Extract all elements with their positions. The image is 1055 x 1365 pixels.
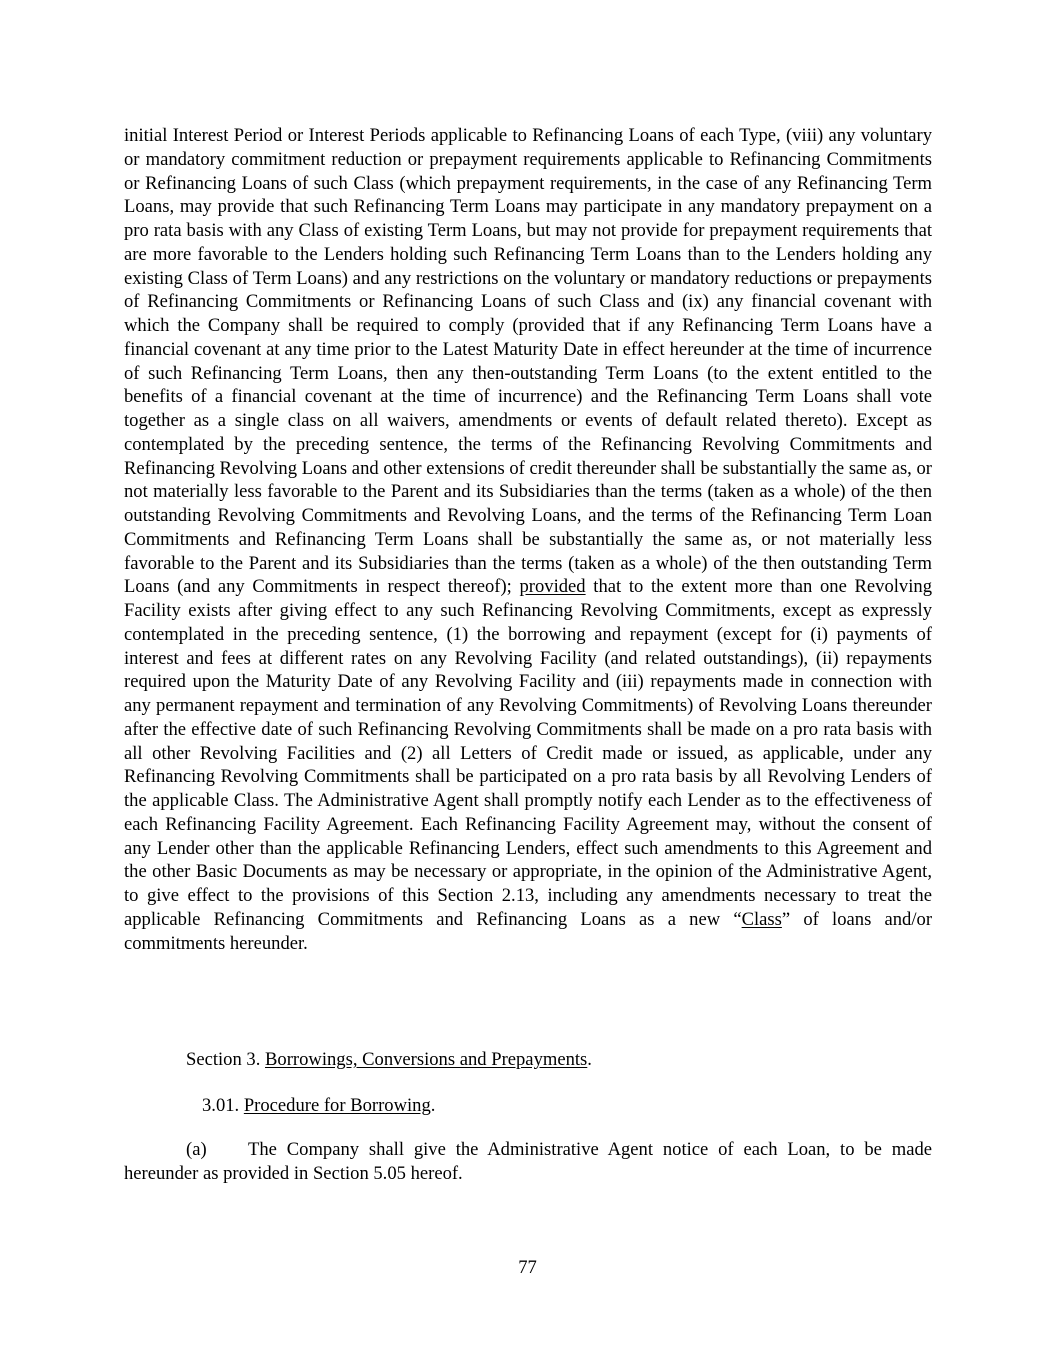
page-number: 77 xyxy=(518,1257,537,1278)
section-title: Borrowings, Conversions and Prepayments xyxy=(265,1049,588,1070)
subsection-suffix: . xyxy=(430,1095,436,1116)
body-paragraph xyxy=(124,124,932,955)
subsection-prefix: 3.01. xyxy=(202,1095,244,1116)
provided-term: provided xyxy=(519,576,586,598)
section-prefix: Section 3. xyxy=(186,1049,266,1070)
paragraph-a-label: (a) xyxy=(186,1139,207,1160)
section-heading xyxy=(186,1048,592,1072)
document-page xyxy=(124,124,932,955)
subsection-heading xyxy=(202,1094,435,1118)
subsection-title: Procedure for Borrowing xyxy=(243,1095,431,1116)
body-text-part-3: ” of loans and/or commitments hereunder. xyxy=(124,908,933,954)
paragraph-a xyxy=(124,1138,932,1186)
body-text-part-1: initial Interest Period or Interest Periods applicable to Refinancing Loans of each Type, (viii) any voluntary or mandatory commitment reduction or prepayment requirements applicable to Refinancing Commitments or Refinancing Loans of such Class (which prepayment requirements, in the case of any Refinancing Term Loans, may provide that such Refinancing Term Loans may participate in any mandatory prepayment on a pro rata basis with any Class of existing Term Loans, but may not provide for prepayment requirements that are more favorable to the Lenders holding such Refinancing Term Loans than to the Lenders holding any existing Class of Term Loans) and any restrictions on the voluntary or mandatory reductions or prepayments of Refinancing Commitments or Refinancing Loans of such Class and (ix) any financial covenant with which the Company shall be required to comply (provided that if any Refinancing Term Loans have a financial covenant at any time prior to the Latest Maturity Date in effect hereunder at the time of incurrence of such Refinancing Term Loans, then any then-outstanding Term Loans (to the extent entitled to the benefits of a financial covenant at the time of incurrence) and the Refinancing Term Loans shall vote together as a single class on all waivers, amendments or events of default related thereto). Except as contemplated by the preceding sentence, the terms of the Refinancing Revolving Commitments and Refinancing Revolving Loans and other extensions of credit thereunder shall be substantially the same as, or not materially less favorable to the Parent and its Subsidiaries than the terms (taken as a whole) of the then outstanding Revolving Commitments and Revolving Loans, and the terms of the Refinancing Term Loan Commitments and Refinancing Term Loans shall be substantially the same as, or not materially less favorable to the Parent and its Subsidiaries than the terms (taken as a whole) of the then outstanding Term Loans (and any Commitments in respect thereof); xyxy=(124,125,932,598)
class-term: Class xyxy=(741,908,782,930)
section-suffix: . xyxy=(587,1049,592,1070)
body-text-part-2: that to the extent more than one Revolving Facility exists after giving effect to any such Refinancing Revolving Commitments, except as expressly contemplated in the preceding sentence, (1) the borrowing and repayment (except for (i) payments of interest and fees at different rates on any Revolving Facility (and related outstandings), (ii) repayments required upon the Maturity Date of any Revolving Facility and (iii) repayments made in connection with any permanent repayment and termination of any Revolving Commitments) of Revolving Loans thereunder after the effective date of such Refinancing Revolving Commitments shall be made on a pro rata basis with all other Revolving Facilities and (2) all Letters of Credit made or issued, as applicable, under any Refinancing Revolving Commitments shall be participated on a pro rata basis by all Revolving Lenders of the applicable Class. The Administrative Agent shall promptly notify each Lender as to the effectiveness of each Refinancing Facility Agreement. Each Refinancing Facility Agreement may, without the consent of any Lender other than the applicable Refinancing Lenders, effect such amendments to this Agreement and the other Basic Documents as may be necessary or appropriate, in the opinion of the Administrative Agent, to give effect to the provisions of this Section 2.13, including any amendments necessary to treat the applicable Refinancing Commitments and Refinancing Loans as a new “ xyxy=(124,576,932,930)
paragraph-a-text: The Company shall give the Administrative Agent notice of each Loan, to be made hereunder as provided in Section 5.05 hereof. xyxy=(124,1139,932,1184)
